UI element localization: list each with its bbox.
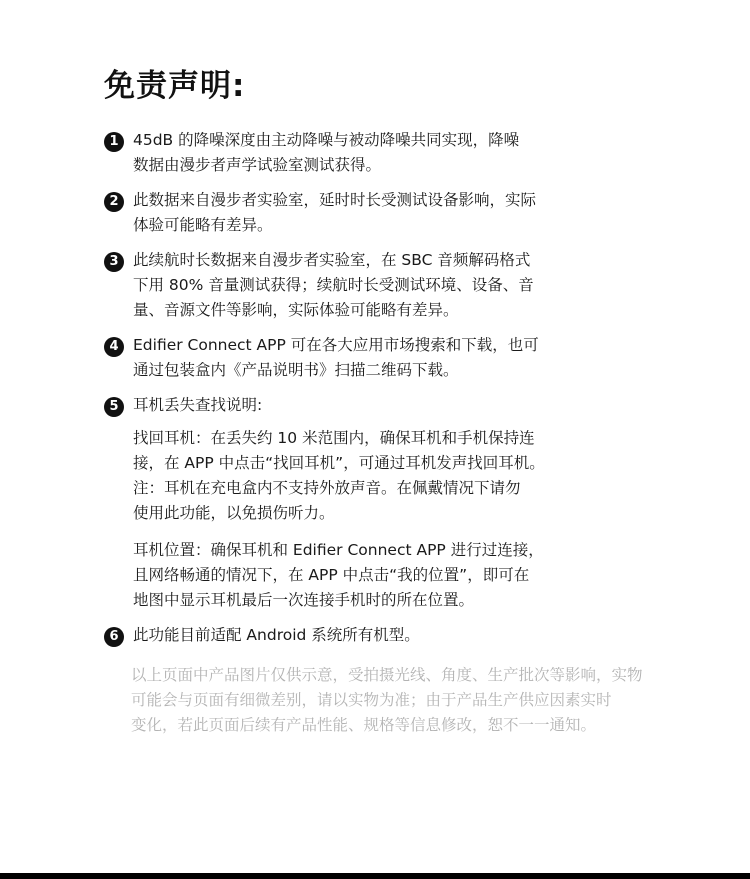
number-badge-1: 1	[104, 132, 124, 152]
list-item-text: 45dB 的降噪深度由主动降噪与被动降噪共同实现，降噪 数据由漫步者声学试验室测试获得。	[133, 131, 520, 174]
list-item	[104, 333, 574, 383]
list-item-text: Edifier Connect APP 可在各大应用市场搜索和下载，也可 通过包装盒内《产品说明书》扫描二维码下载。	[133, 336, 539, 379]
number-badge-3: 3	[104, 252, 124, 272]
list-item	[104, 393, 574, 613]
number-badge-6: 6	[104, 627, 124, 647]
page-title: 免责声明:	[104, 68, 246, 104]
number-badge-5: 5	[104, 397, 124, 417]
list-item-text: 耳机丢失查找说明:	[133, 396, 263, 414]
list-item-text: 此数据来自漫步者实验室，延时时长受测试设备影响，实际 体验可能略有差异。	[133, 191, 537, 234]
list-item-text: 此功能目前适配 Android 系统所有机型。	[133, 626, 420, 644]
find-earbuds-note: 找回耳机：在丢失约 10 米范围内，确保耳机和手机保持连 接，在 APP 中点击“找回耳机”，可通过耳机发声找回耳机。 注：耳机在充电盒内不支持外放声音。在佩戴情况下请勿 使用此功能，以免损伤听力。	[133, 429, 545, 522]
number-badge-4: 4	[104, 337, 124, 357]
disclaimer-list	[104, 128, 574, 658]
list-item	[104, 623, 574, 648]
bottom-divider	[0, 873, 750, 879]
list-item-text: 此续航时长数据来自漫步者实验室，在 SBC 音频解码格式 下用 80% 音量测试获得；续航时长受测试环境、设备、音 量、音源文件等影响，实际体验可能略有差异。	[133, 251, 534, 319]
list-item	[104, 188, 574, 238]
footer-disclaimer: 以上页面中产品图片仅供示意，受拍摄光线、角度、生产批次等影响，实物 可能会与页面有细微差别，请以实物为准；由于产品生产供应因素实时 变化，若此页面后续有产品性能、规格等信息修改，恕不一一通知。	[131, 666, 643, 734]
list-item	[104, 248, 574, 323]
list-item	[104, 128, 574, 178]
earbuds-location-note: 耳机位置：确保耳机和 Edifier Connect APP 进行过连接， 且网络畅通的情况下，在 APP 中点击“我的位置”，即可在 地图中显示耳机最后一次连接手机时的所在位置。	[133, 541, 544, 609]
number-badge-2: 2	[104, 192, 124, 212]
